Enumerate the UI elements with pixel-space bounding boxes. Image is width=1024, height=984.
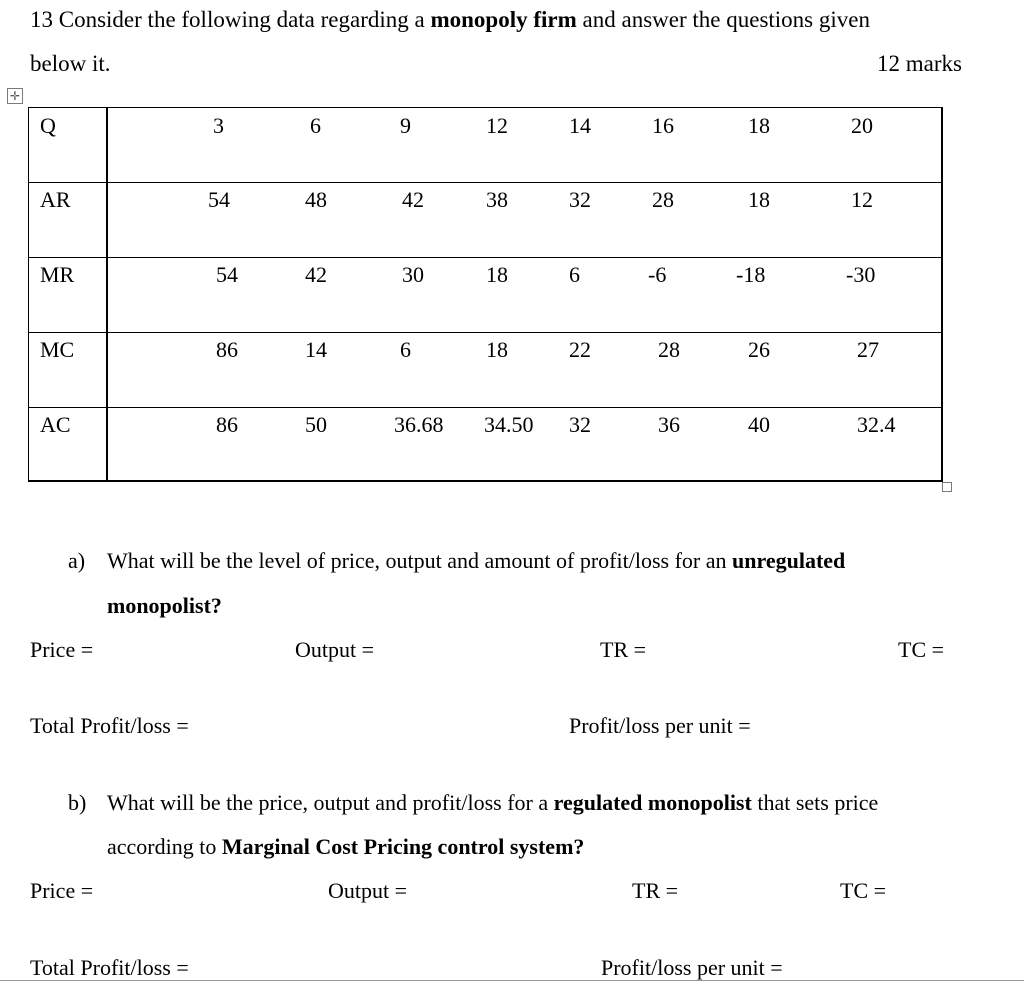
table-border-h1: [28, 182, 943, 183]
table-cell: 6: [569, 262, 580, 287]
table-border-divider: [106, 107, 108, 482]
table-border-bottom: [28, 480, 943, 482]
table-cell: 42: [305, 262, 327, 287]
table-cell: 12: [851, 187, 873, 212]
part-b-total-profit-label: Total Profit/loss =: [30, 955, 189, 980]
table-cell: 12: [486, 113, 508, 138]
table-cell: 32: [569, 187, 591, 212]
part-b-text: What will be the price, output and profit/loss for a: [107, 790, 554, 815]
row-label-ar: AR: [40, 187, 71, 212]
table-cell: 14: [305, 337, 327, 362]
table-cell: 18: [486, 337, 508, 362]
part-a-bold-line2: monopolist?: [107, 593, 222, 618]
table-cell: 54: [208, 187, 230, 212]
table-cell: 20: [851, 113, 873, 138]
table-border-h3: [28, 332, 943, 333]
part-b-question-line-2: [107, 836, 584, 858]
table-cell: 86: [216, 412, 238, 437]
table-cell: 16: [652, 113, 674, 138]
part-b-output-label: Output =: [328, 878, 408, 903]
part-a-question-line-2: [107, 595, 222, 617]
table-cell: -30: [846, 262, 876, 287]
table-cell: 40: [748, 412, 770, 437]
table-cell: 6: [400, 337, 411, 362]
question-bold-term: monopoly firm: [430, 7, 577, 32]
table-cell: 9: [400, 113, 411, 138]
table-cell: 18: [748, 113, 770, 138]
marks-label: 12 marks: [877, 51, 962, 76]
table-border-right: [941, 107, 943, 482]
table-cell: 18: [486, 262, 508, 287]
table-cell: 3: [213, 113, 224, 138]
part-a-total-profit-label: Total Profit/loss =: [30, 713, 189, 738]
question-text-suffix: and answer the questions given: [576, 7, 870, 32]
table-move-handle-icon[interactable]: ✛: [7, 88, 23, 104]
part-b-text-line2: according to: [107, 834, 222, 859]
table-cell: 27: [857, 337, 879, 362]
part-b-tc-label: TC =: [840, 878, 887, 903]
part-a-tr-label: TR =: [600, 637, 647, 662]
question-line-1: [30, 8, 870, 31]
table-cell: 22: [569, 337, 591, 362]
row-label-ac: AC: [40, 412, 71, 437]
part-b-price-label: Price =: [30, 878, 94, 903]
part-a-price-label: Price =: [30, 637, 94, 662]
table-border-h4: [28, 407, 943, 408]
part-a-output-label: Output =: [295, 637, 375, 662]
table-cell: 36.68: [394, 412, 444, 437]
table-cell: 32: [569, 412, 591, 437]
table-cell: 26: [748, 337, 770, 362]
table-cell: -6: [648, 262, 667, 287]
part-b-per-unit-label: Profit/loss per unit =: [601, 955, 783, 980]
part-a-bold-term: unregulated: [732, 548, 846, 573]
table-cell: 32.4: [857, 412, 896, 437]
part-a-tc-label: TC =: [898, 637, 945, 662]
table-cell: 18: [748, 187, 770, 212]
table-cell: 48: [305, 187, 327, 212]
part-b-bold-line2: Marginal Cost Pricing control system?: [221, 834, 585, 859]
table-cell: 28: [652, 187, 674, 212]
table-cell: 14: [569, 113, 591, 138]
table-cell: 28: [658, 337, 680, 362]
part-a-question-line-1: [107, 550, 845, 572]
part-b-bold-term: regulated monopolist: [553, 790, 752, 815]
part-a-text: What will be the level of price, output and amount of profit/loss for an: [107, 548, 733, 573]
table-cell: -18: [736, 262, 766, 287]
row-label-mc: MC: [40, 337, 75, 362]
page-bottom-rule: [0, 980, 1024, 981]
table-cell: 50: [305, 412, 327, 437]
table-cell: 6: [310, 113, 321, 138]
table-border-left: [28, 107, 29, 482]
part-b-text-suffix: that sets price: [751, 790, 879, 815]
table-cell: 30: [402, 262, 424, 287]
part-a-marker: a): [68, 548, 86, 573]
part-b-marker: b): [68, 790, 87, 815]
table-border-top: [28, 107, 943, 108]
table-cell: 42: [402, 187, 424, 212]
table-cell: 86: [216, 337, 238, 362]
part-b-question-line-1: [107, 792, 878, 814]
table-resize-handle[interactable]: [942, 482, 952, 492]
part-b-tr-label: TR =: [632, 878, 679, 903]
table-border-h2: [28, 257, 943, 258]
row-label-q: Q: [40, 113, 56, 138]
table-cell: 34.50: [484, 412, 534, 437]
question-line-2: below it.: [30, 51, 111, 76]
question-text: 13 Consider the following data regarding a: [30, 7, 431, 32]
part-a-per-unit-label: Profit/loss per unit =: [569, 713, 751, 738]
table-cell: 54: [216, 262, 238, 287]
row-label-mr: MR: [40, 262, 75, 287]
table-cell: 38: [486, 187, 508, 212]
table-cell: 36: [658, 412, 680, 437]
